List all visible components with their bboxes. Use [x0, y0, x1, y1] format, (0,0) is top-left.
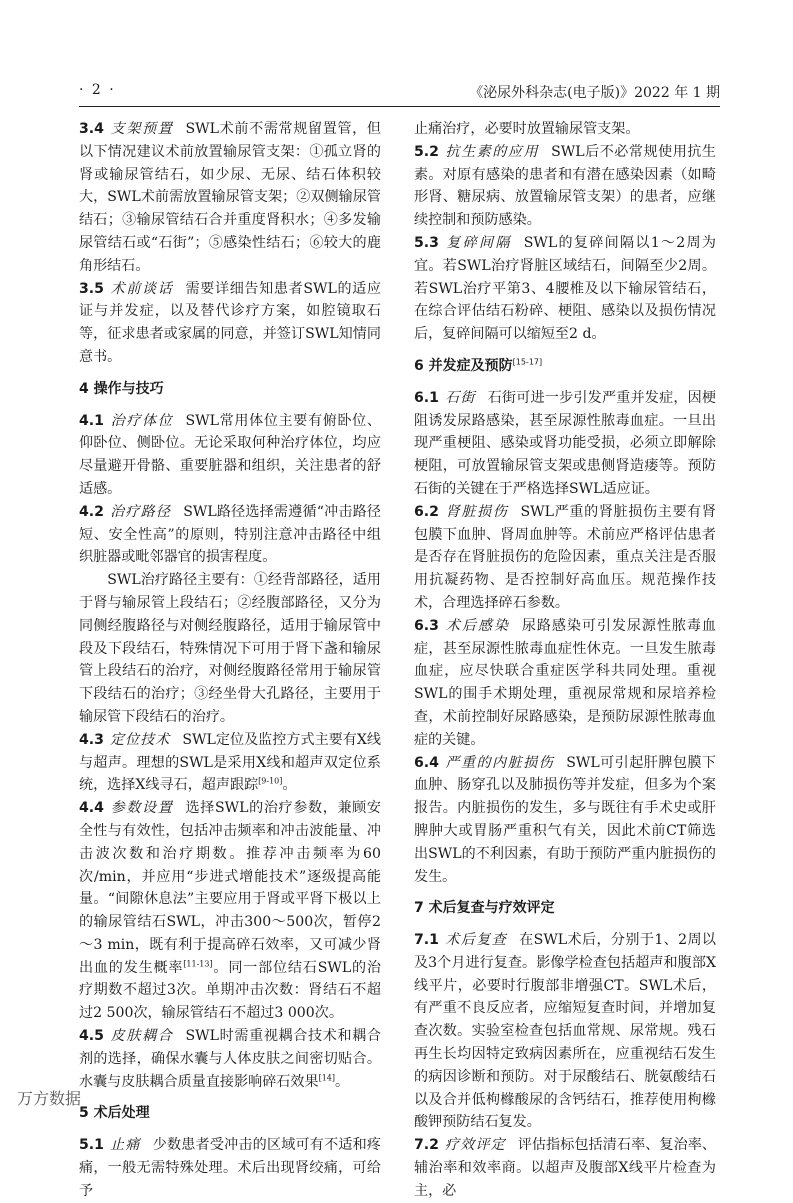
- section-6-4: [414, 752, 716, 889]
- header-rule: [79, 106, 720, 107]
- section-number: 4.5: [79, 1028, 104, 1045]
- paragraph-text: 。: [282, 777, 297, 794]
- section-number: 3.4: [79, 121, 104, 137]
- section-number: 4.2: [79, 503, 104, 520]
- paragraph-text: 需要详细告知患者SWL的适应证与并发症，以及替代诊疗方案，如腔镜取石等，征求患者或家属的同意，并签订SWL知情同意书。: [79, 280, 382, 365]
- paragraph-text: 尿路感染可引发尿源性脓毒血症，甚至尿源性脓毒血症性休克。一旦发生脓毒血症，应尽快联合重症医学科共同处理。重视SWL的围手术期处理，重视尿常规和尿培养检查，术前控制好尿路感染，是预防尿源性脓毒血症的关键。: [414, 617, 717, 748]
- section-title: 术后复查: [444, 932, 508, 949]
- page-header: [79, 82, 720, 104]
- section-6-3: [414, 615, 716, 752]
- section-heading-7: 7 术后复查与疗效评定: [414, 900, 555, 917]
- paragraph-text: SWL后不必常规使用抗生素。对原有感染的患者和有潜在感染因素（如畸形肾、糖尿病、放置输尿管支架）的患者，应继续控制和预防感染。: [414, 143, 717, 229]
- section-number: 7.1: [414, 932, 439, 949]
- section-4-3: [79, 729, 381, 797]
- section-number: 3.5: [79, 280, 104, 297]
- paragraph-text: SWL术前不需常规留置管，但以下情况建议术前放置输尿管支架：①孤立肾的肾或输尿管结石，如少尿、无尿、结石体积较大，SWL术前需放置输尿管支架；②双侧输尿管结石；③输尿管结石合并重度肾积水；④多发输尿管结石或“石街”；⑤感染性结石；⑥较大的鹿角形结石。: [79, 121, 382, 274]
- section-4-1: [79, 410, 381, 501]
- section-3-4: [79, 118, 381, 278]
- section-title: 复碎间隔: [444, 234, 512, 251]
- section-7-2: [414, 1134, 716, 1202]
- section-6-2: [414, 501, 716, 615]
- section-title: 疗效评定: [444, 1137, 506, 1154]
- section-number: 6.3: [414, 617, 439, 634]
- section-number: 5.1: [79, 1137, 104, 1154]
- wanfang-watermark: 万方数据: [17, 1089, 82, 1108]
- section-title: 治疗路径: [109, 503, 172, 520]
- section-title: 肾脏损伤: [444, 503, 509, 520]
- section-4-5: [79, 1025, 381, 1093]
- section-number: 5.2: [414, 143, 439, 160]
- paragraph-text: 。同一部位结石SWL的治疗期数不超过3次。单期冲击次数：肾结石不超过2 500次，输尿管结石不超过3 000次。: [79, 959, 382, 1022]
- section-5-3: [414, 232, 716, 346]
- section-heading-text: 6 并发症及预防: [414, 357, 513, 374]
- section-title: 皮肤耦合: [109, 1028, 174, 1045]
- paragraph-text: 评估指标包括清石率、复治率、辅治率和效率商。以超声及腹部X线平片检查为主，必: [414, 1137, 717, 1199]
- citation-ref: [14]: [318, 1072, 336, 1082]
- paragraph-text: SWL时需重视耦合技术和耦合剂的选择，确保水囊与人体皮肤之间密切贴合。水囊与皮肤耦合质量直接影响碎石效果: [79, 1028, 382, 1090]
- section-title: 严重的内脏损伤: [444, 754, 555, 771]
- section-number: 4.4: [79, 800, 104, 817]
- page-number: · 2 ·: [79, 82, 116, 98]
- section-heading-5: 5 术后处理: [79, 1105, 150, 1122]
- section-4-2: [79, 501, 381, 569]
- section-title: 定位技术: [109, 731, 171, 748]
- paragraph-text: SWL定位及监控方式主要有X线与超声。理想的SWL是采用X线和超声双定位系统，选择X线寻石，超声跟踪: [79, 731, 381, 794]
- section-heading-6: [414, 355, 716, 378]
- section-title: 止痛: [109, 1137, 141, 1154]
- section-4-4: [79, 797, 381, 1025]
- section-heading-4: 4 操作与技巧: [79, 380, 164, 397]
- section-title: 治疗体位: [109, 412, 174, 429]
- section-title: 抗生素的应用: [444, 143, 540, 160]
- section-title: 术后感染: [444, 617, 510, 634]
- section-number: 5.3: [414, 234, 439, 251]
- citation-ref: [11-13]: [183, 959, 213, 968]
- section-6-1: [414, 387, 716, 501]
- section-number: 7.2: [414, 1137, 439, 1154]
- paragraph-text: 选择SWL的治疗参数，兼顾安全性与有效性，包括冲击频率和冲击波能量、冲击波次数和治疗期数。推荐冲击频率为60次/min，并应用“步进式增能技术”逐级提高能量。“间隙休息法”主要应用于肾或平肾下极以上的输尿管结石SWL，冲击300～500次，暂停2～3 min，既有利于提高碎石效率，又可减少肾出血的发生概率: [79, 800, 382, 976]
- paragraph-text: SWL可引起肝脾包膜下血肿、肠穿孔以及肺损伤等并发症，但多为个案报告。内脏损伤的发生，多与既往有手术史或肝脾肿大或胃肠严重积气有关，因此术前CT筛选出SWL的不利因素，有助于预防严重内脏损伤的发生。: [414, 754, 716, 885]
- right-column: [414, 118, 717, 1199]
- section-number: 4.1: [79, 412, 104, 429]
- section-title: 术前谈话: [109, 280, 174, 297]
- paragraph-text: 少数患者受冲击的区域可有不适和疼痛，一般无需特殊处理。术后出现肾绞痛，可给予: [79, 1137, 382, 1199]
- section-number: 6.1: [414, 389, 439, 406]
- section-number: 4.3: [79, 731, 104, 748]
- paragraph-text: SWL的复碎间隔以1～2周为宜。若SWL治疗肾脏区域结石，间隔至少2周。若SWL治疗平第3、4腰椎及以下输尿管结石，在综合评估结石粉碎、梗阻、感染以及损伤情况后，复碎间隔可以缩短至2 d。: [414, 234, 717, 343]
- section-4-2-paragraph-2: SWL治疗路径主要有：①经背部路径，适用于肾与输尿管上段结石；②经腹部路径，又分为同侧经腹路径与对侧经腹路径，适用于输尿管中段及下段结石，特殊情况下可用于肾下盏和输尿管上段结石的治疗，对侧经腹路径常用于输尿管下段结石的治疗；③经坐骨大孔路径，主要用于输尿管下段结石的治疗。: [79, 572, 381, 725]
- section-number: 6.2: [414, 503, 439, 520]
- section-title: 参数设置: [109, 800, 174, 817]
- paragraph-text: SWL严重的肾脏损伤主要有肾包膜下血肿、肾周血肿等。术前应严格评估患者是否存在肾脏损伤的危险因素，重点关注是否服用抗凝药物、是否控制好高血压。规范操作技术，合理选择碎石参数。: [414, 503, 717, 611]
- citation-ref: [15-17]: [512, 357, 543, 367]
- section-7-1: [414, 929, 716, 1134]
- paragraph-text: 。: [335, 1073, 350, 1090]
- section-title: 支架预置: [109, 121, 174, 137]
- paragraph-text: 石街可进一步引发严重并发症，因梗阻诱发尿路感染，甚至尿源性脓毒血症。一旦出现严重梗阻、感染或肾功能受损，必须立即解除梗阻，可放置输尿管支架或患侧肾造瘘等。预防石街的关键在于严格选择SWL适应证。: [414, 389, 717, 497]
- continued-paragraph: 止痛治疗，必要时放置输尿管支架。: [414, 121, 640, 137]
- section-5-2: [414, 141, 716, 232]
- journal-citation: 《泌尿外科杂志(电子版)》2022 年 1 期: [469, 85, 720, 101]
- left-column: [79, 118, 382, 1199]
- section-title: 石街: [444, 389, 476, 406]
- section-number: 6.4: [414, 754, 439, 771]
- paragraph-text: 在SWL术后，分别于1、2周以及3个月进行复查。影像学检查包括超声和腹部X线平片，必要时行腹部非增强CT。SWL术后，有严重不良反应者，应缩短复查时间，并增加复查次数。实验室检查包括血常规、尿常规。残石再生长均因特定致病因素所在，应重视结石发生的病因诊断和预防。对于尿酸结石、胱氨酸结石以及合并低枸橼酸尿的含钙结石，推荐使用枸橼酸钾预防结石复发。: [414, 932, 717, 1131]
- section-3-5: [79, 278, 381, 369]
- section-5-1: [79, 1134, 381, 1202]
- paragraph-text: SWL路径选择需遵循“冲击路径短、安全性高”的原则，特别注意冲击路径中组织脏器或毗邻器官的损害程度。: [79, 503, 381, 566]
- paragraph-text: SWL常用体位主要有俯卧位、仰卧位、侧卧位。无论采取何种治疗体位，均应尽量避开骨骼、重要脏器和组织，关注患者的舒适感。: [79, 412, 382, 497]
- citation-ref: [9-10]: [258, 776, 283, 786]
